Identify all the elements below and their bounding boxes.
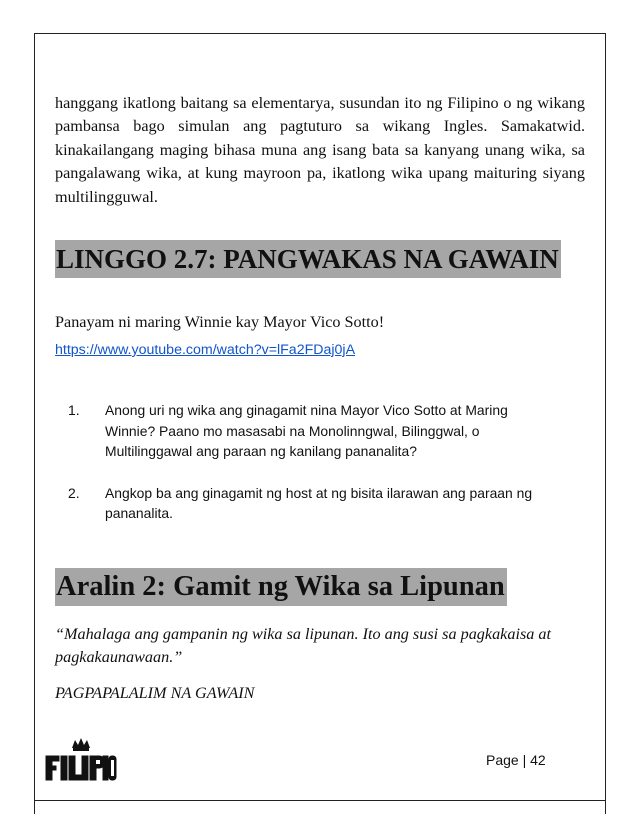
- question-text: Anong uri ng wika ang ginagamit nina Mayor Vico Sotto at Maring Winnie? Paano mo masasabi na Monolinngwal, Bilinggwal, o Multilinggawal ang paraan ng kanilang pananalita?: [105, 402, 508, 460]
- section-heading-linggo: LINGGO 2.7: PANGWAKAS NA GAWAIN: [55, 240, 561, 278]
- question-list: [68, 400, 538, 545]
- interview-line: Panayam ni maring Winnie kay Mayor Vico Sotto!: [55, 313, 385, 331]
- intro-section: [55, 92, 585, 209]
- quote-text: “Mahalaga ang gampanin ng wika sa lipunan. Ito ang susi sa pagkakaisa at pagkakaunawaan.”: [55, 625, 551, 667]
- page-number: Page | 42: [486, 752, 546, 768]
- list-item: [68, 400, 538, 462]
- youtube-link[interactable]: https://www.youtube.com/watch?v=lFa2FDaj0jA: [55, 342, 356, 358]
- question-number: 2.: [68, 484, 80, 501]
- page-border-bottom: [34, 800, 606, 801]
- page-border-left: [34, 33, 35, 814]
- page-border-right: [605, 33, 606, 814]
- question-text: Angkop ba ang ginagamit ng host at ng bisita ilarawan ang paraan ng pananalita.: [105, 484, 533, 522]
- crown-icon: [72, 738, 90, 751]
- filipino-logo-graphic: [44, 736, 118, 786]
- page-border-top: [34, 33, 606, 34]
- question-number: 1.: [68, 402, 80, 418]
- list-item: [68, 483, 538, 524]
- filipino-logo: [44, 736, 118, 786]
- section-heading-aralin: Aralin 2: Gamit ng Wika sa Lipunan: [55, 568, 507, 606]
- activity-label: PAGPAPALALIM NA GAWAIN: [55, 684, 255, 702]
- intro-paragraph: hanggang ikatlong baitang sa elementarya, susundan ito ng Filipino o ng wikang pambansa bago simulan ang pagtuturo sa wikang Ingles. Samakatwid. kinakailangang maging bihasa muna ang isang bata sa kanyang unang wika, sa pangalawang wika, at kung mayroon pa, ikatlong wika upang maituring siyang multilingguwal.: [55, 94, 585, 206]
